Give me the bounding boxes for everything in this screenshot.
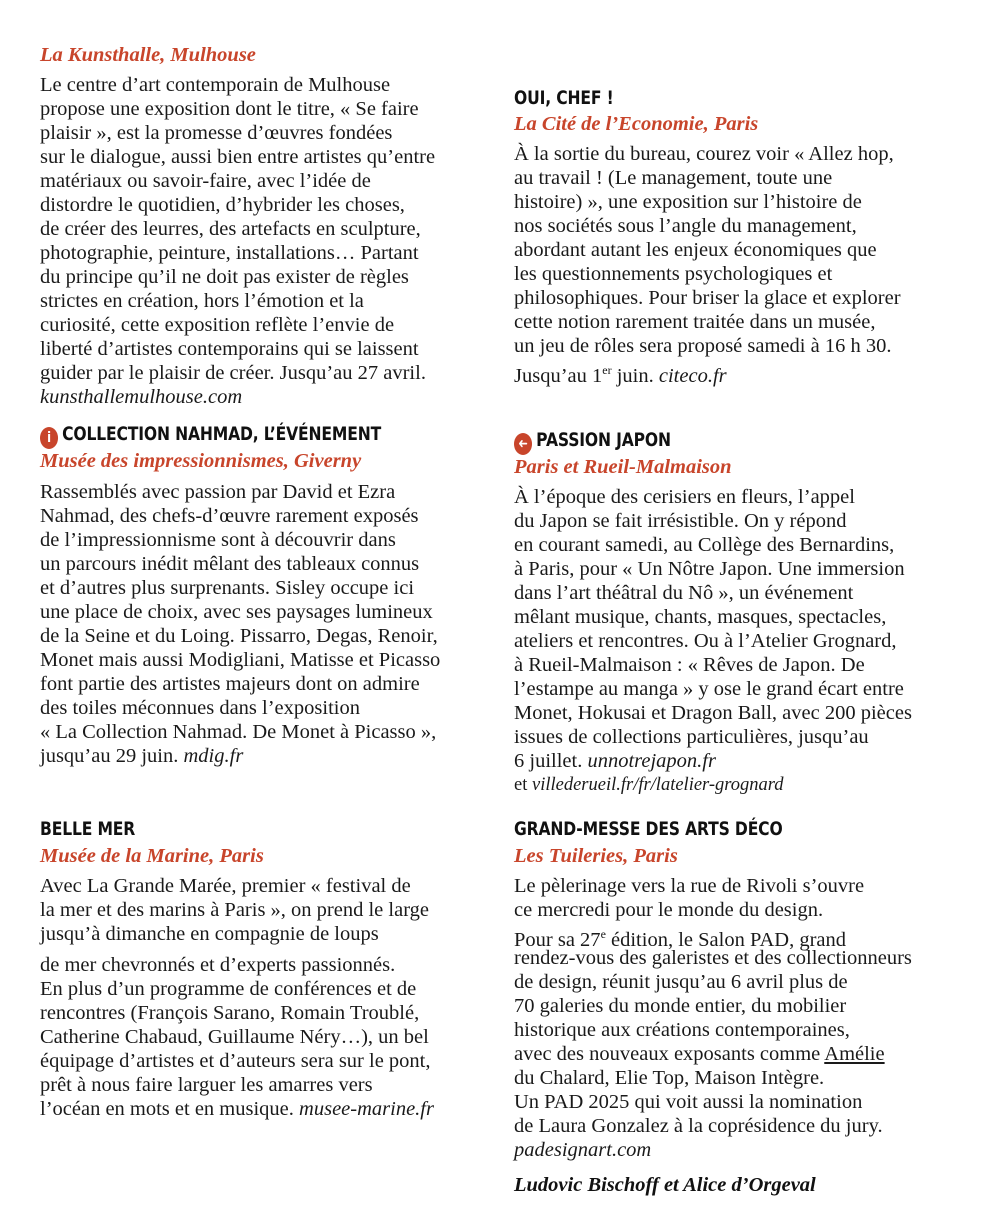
article-title: GRAND-MESSE DES ARTS DÉCO bbox=[514, 818, 783, 840]
body-line: équipage d’artistes et d’auteurs sera sur le pont, bbox=[40, 1050, 431, 1072]
body-line: Un PAD 2025 qui voit aussi la nomination bbox=[514, 1091, 863, 1113]
body-line: historique aux créations contemporaines, bbox=[514, 1019, 850, 1041]
author-signature: Ludovic Bischoff et Alice d’Orgeval bbox=[514, 1174, 816, 1196]
body-text: Pour sa 27 bbox=[514, 928, 601, 951]
venue: Paris et Rueil-Malmaison bbox=[514, 456, 732, 478]
body-line: rendez-vous des galeristes et des collectionneurs bbox=[514, 947, 912, 969]
body-line: abordant autant les enjeux économiques que bbox=[514, 239, 877, 261]
website-link[interactable]: mdig.fr bbox=[183, 745, 244, 767]
body-line: distordre le quotidien, d’hybrider les choses, bbox=[40, 194, 405, 216]
body-line: matériaux ou savoir-faire, avec l’idée de bbox=[40, 170, 371, 192]
body-line: prêt à nous faire larguer les amarres vers bbox=[40, 1074, 373, 1096]
body-line: au travail ! (Le management, toute une bbox=[514, 167, 833, 189]
website-link[interactable]: unnotrejapon.fr bbox=[587, 750, 716, 772]
body-line: « La Collection Nahmad. De Monet à Picasso », bbox=[40, 721, 437, 743]
body-line: du Japon se fait irrésistible. On y répond bbox=[514, 510, 847, 532]
body-line: Le pèlerinage vers la rue de Rivoli s’ouvre bbox=[514, 875, 865, 897]
body-text: l’océan en mots et en musique. bbox=[40, 1098, 300, 1120]
body-line: font partie des artistes majeurs dont on admire bbox=[40, 673, 420, 695]
info-icon: i bbox=[40, 427, 58, 449]
body-line: issues de collections particulières, jusqu’au bbox=[514, 726, 869, 748]
body-line bbox=[40, 1097, 434, 1121]
body-line: curiosité, cette exposition reflète l’envie de bbox=[40, 314, 395, 336]
body-line: Catherine Chabaud, Guillaume Néry…), un bel bbox=[40, 1026, 429, 1048]
body-line: les questionnements psychologiques et bbox=[514, 263, 833, 285]
body-text: jusqu’au 29 juin. bbox=[40, 745, 184, 767]
arrow-left-icon: ➜ bbox=[514, 433, 532, 455]
body-line: du principe qu’il ne doit pas exister de règles bbox=[40, 266, 409, 288]
venue: Les Tuileries, Paris bbox=[514, 845, 678, 867]
body-line: Monet, Hokusai et Dragon Ball, avec 200 pièces bbox=[514, 702, 912, 724]
article-title-text: COLLECTION NAHMAD, L’ÉVÉNEMENT bbox=[62, 423, 382, 445]
article-title: BELLE MER bbox=[40, 818, 136, 840]
body-line: liberté d’artistes contemporains qui se laissent bbox=[40, 338, 419, 360]
body-text: Jusqu’au 1 bbox=[514, 364, 603, 387]
venue: Musée de la Marine, Paris bbox=[40, 845, 264, 867]
body-line bbox=[514, 773, 784, 797]
body-line: Nahmad, des chefs-d’œuvre rarement exposés bbox=[40, 505, 419, 527]
body-line: Rassemblés avec passion par David et Ezra bbox=[40, 481, 396, 503]
body-line: rencontres (François Sarano, Romain Troublé, bbox=[40, 1002, 420, 1024]
body-line: cette notion rarement traitée dans un musée, bbox=[514, 311, 876, 333]
body-line: de l’impressionnisme sont à découvrir dans bbox=[40, 529, 396, 551]
body-line: Avec La Grande Marée, premier « festival de bbox=[40, 875, 411, 897]
body-line: mêlant musique, chants, masques, spectacles, bbox=[514, 606, 887, 628]
body-line: ateliers et rencontres. Ou à l’Atelier Grognard, bbox=[514, 630, 897, 652]
body-line: En plus d’un programme de conférences et de bbox=[40, 978, 417, 1000]
website-link[interactable]: padesignart.com bbox=[514, 1139, 652, 1161]
body-line: À l’époque des cerisiers en fleurs, l’appel bbox=[514, 486, 855, 508]
body-line: l’estampe au manga » y ose le grand écart entre bbox=[514, 678, 904, 700]
body-line: philosophiques. Pour briser la glace et explorer bbox=[514, 287, 901, 309]
body-line: nos sociétés sous l’angle du management, bbox=[514, 215, 857, 237]
body-line: une place de choix, avec ses paysages lumineux bbox=[40, 601, 433, 623]
article-title: OUI, CHEF ! bbox=[514, 87, 614, 109]
body-line: photographie, peinture, installations… Partant bbox=[40, 242, 419, 264]
body-line: à Rueil-Malmaison : « Rêves de Japon. De bbox=[514, 654, 865, 676]
body-text: avec des nouveaux exposants comme bbox=[514, 1043, 825, 1065]
body-line: propose une exposition dont le titre, « Se faire bbox=[40, 98, 419, 120]
body-line bbox=[514, 358, 727, 388]
body-line bbox=[514, 749, 716, 773]
body-line: en courant samedi, au Collège des Bernardins, bbox=[514, 534, 895, 556]
body-line: À la sortie du bureau, courez voir « Allez hop, bbox=[514, 143, 894, 165]
body-line: strictes en création, hors l’émotion et la bbox=[40, 290, 364, 312]
body-line: ce mercredi pour le monde du design. bbox=[514, 899, 824, 921]
body-line: de la Seine et du Loing. Pissarro, Degas, Renoir, bbox=[40, 625, 438, 647]
website-link[interactable]: musee-marine.fr bbox=[299, 1098, 434, 1120]
website-link[interactable]: villederueil.fr/fr/latelier-grognard bbox=[531, 775, 784, 795]
body-text: juin. bbox=[611, 364, 659, 387]
body-line: de design, réunit jusqu’au 6 avril plus de bbox=[514, 971, 848, 993]
body-line: dans l’art théâtral du Nô », un événement bbox=[514, 582, 854, 604]
body-line: du Chalard, Elie Top, Maison Intègre. bbox=[514, 1067, 825, 1089]
body-text: 6 juillet. bbox=[514, 750, 588, 772]
article-title bbox=[514, 429, 671, 455]
body-line: sur le dialogue, aussi bien entre artistes qu’entre bbox=[40, 146, 436, 168]
body-text: édition, le Salon PAD, grand bbox=[605, 928, 846, 951]
website-link[interactable]: kunsthallemulhouse.com bbox=[40, 386, 243, 408]
body-line: et d’autres plus surprenants. Sisley occupe ici bbox=[40, 577, 415, 599]
superscript: e bbox=[600, 927, 606, 941]
body-line: plaisir », est la promesse d’œuvres fondées bbox=[40, 122, 393, 144]
body-line: 70 galeries du monde entier, du mobilier bbox=[514, 995, 847, 1017]
body-line: Monet mais aussi Modigliani, Matisse et Picasso bbox=[40, 649, 441, 671]
body-line bbox=[40, 744, 243, 768]
venue: La Cité de l’Economie, Paris bbox=[514, 113, 759, 135]
body-line: guider par le plaisir de créer. Jusqu’au 27 avril. bbox=[40, 362, 426, 384]
superscript: er bbox=[602, 363, 612, 377]
article-title bbox=[40, 423, 381, 449]
body-line: histoire) », une exposition sur l’histoire de bbox=[514, 191, 862, 213]
body-line: Le centre d’art contemporain de Mulhouse bbox=[40, 74, 391, 96]
website-link[interactable]: citeco.fr bbox=[658, 364, 727, 387]
body-line: de mer chevronnés et d’experts passionnés. bbox=[40, 954, 396, 976]
body-line: un parcours inédit mêlant des tableaux connus bbox=[40, 553, 420, 575]
underlined-name: Amélie bbox=[824, 1043, 885, 1065]
body-line: de Laura Gonzalez à la coprésidence du jury. bbox=[514, 1115, 883, 1137]
body-line: la mer et des marins à Paris », on prend le large bbox=[40, 899, 429, 921]
body-line: de créer des leurres, des artefacts en sculpture, bbox=[40, 218, 421, 240]
body-text: et bbox=[514, 775, 532, 795]
body-line bbox=[514, 1042, 885, 1066]
body-line: un jeu de rôles sera proposé samedi à 16 h 30. bbox=[514, 335, 892, 357]
body-line: jusqu’à dimanche en compagnie de loups bbox=[40, 923, 379, 945]
article-title-text: PASSION JAPON bbox=[536, 429, 671, 451]
body-line: à Paris, pour « Un Nôtre Japon. Une immersion bbox=[514, 558, 905, 580]
body-line: des toiles méconnues dans l’exposition bbox=[40, 697, 360, 719]
venue: Musée des impressionnismes, Giverny bbox=[40, 450, 362, 472]
venue: La Kunsthalle, Mulhouse bbox=[40, 44, 256, 66]
